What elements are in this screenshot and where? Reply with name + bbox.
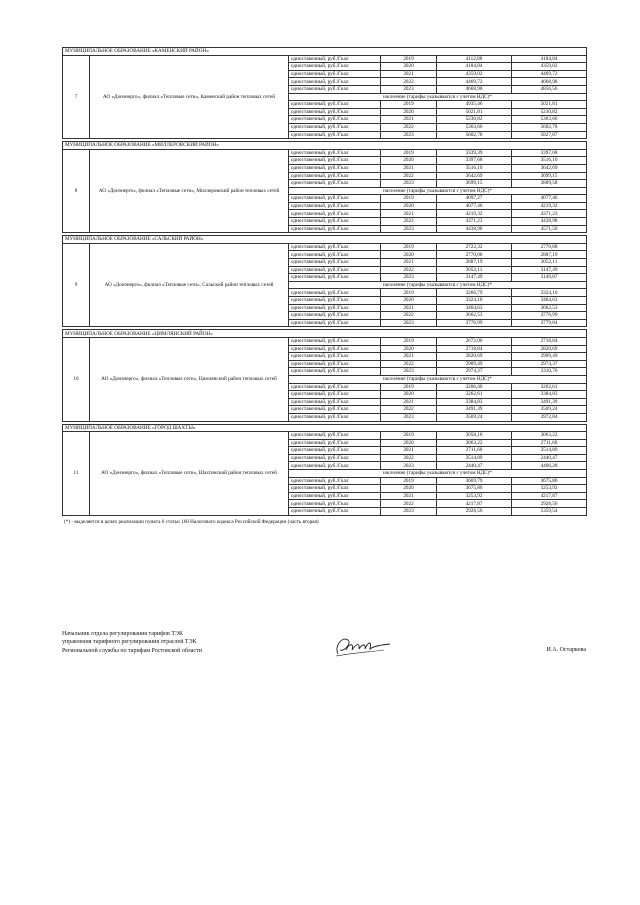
tariff-value-first-half: 4668,98 bbox=[437, 85, 512, 93]
tariff-value-first-half: 4077,46 bbox=[437, 202, 512, 210]
tariff-value-first-half: 4371,23 bbox=[437, 218, 512, 226]
tariff-value-second-half: 2974,37 bbox=[512, 360, 587, 368]
tariff-value-first-half: 3384,83 bbox=[437, 398, 512, 406]
tariff-type: одноставочный, руб./Гкал bbox=[289, 508, 381, 516]
tariff-value-first-half: 2887,19 bbox=[437, 259, 512, 267]
tariff-type: одноставочный, руб./Гкал bbox=[289, 413, 381, 421]
tariff-year: 2022 bbox=[381, 406, 437, 414]
tariff-value-second-half: 2820,69 bbox=[512, 345, 587, 353]
tariff-year: 2022 bbox=[381, 78, 437, 86]
tariff-value-first-half: 3058,16 bbox=[437, 432, 512, 440]
tariff-table-body bbox=[63, 48, 587, 516]
tariff-row bbox=[63, 149, 587, 157]
population-note: население (тарифы указываются с учетом НДС)* bbox=[289, 187, 587, 195]
tariff-value-first-half: 2770,08 bbox=[437, 251, 512, 259]
tariff-year: 2019 bbox=[381, 337, 437, 345]
tariff-type: одноставочный, руб./Гкал bbox=[289, 319, 381, 327]
tariff-year: 2019 bbox=[381, 289, 437, 297]
tariff-type: одноставочный, руб./Гкал bbox=[289, 195, 381, 203]
tariff-year: 2023 bbox=[381, 319, 437, 327]
tariff-value-second-half: 4571,50 bbox=[512, 225, 587, 233]
tariff-row bbox=[63, 432, 587, 440]
signer-position-line-1: Начальник отдела регулирования тарифов ТЭК bbox=[62, 631, 183, 637]
tariff-type: одноставочный, руб./Гкал bbox=[289, 432, 381, 440]
tariff-year: 2022 bbox=[381, 266, 437, 274]
signature-block bbox=[62, 630, 586, 670]
tariff-value-second-half: 5230,82 bbox=[512, 108, 587, 116]
tariff-value-first-half: 2722,32 bbox=[437, 243, 512, 251]
tariff-year: 2020 bbox=[381, 108, 437, 116]
tariff-type: одноставочный, руб./Гкал bbox=[289, 251, 381, 259]
tariff-value-second-half: 5602,78 bbox=[512, 123, 587, 131]
tariff-value-first-half: 3699,15 bbox=[437, 180, 512, 188]
tariff-year: 2022 bbox=[381, 360, 437, 368]
tariff-value-first-half: 2974,37 bbox=[437, 368, 512, 376]
tariff-year: 2022 bbox=[381, 172, 437, 180]
tariff-type: одноставочный, руб./Гкал bbox=[289, 289, 381, 297]
tariff-value-first-half: 3514,89 bbox=[437, 454, 512, 462]
tariff-year: 2020 bbox=[381, 251, 437, 259]
tariff-value-second-half: 2711,60 bbox=[512, 439, 587, 447]
tariff-year: 2019 bbox=[381, 243, 437, 251]
tariff-value-first-half: 3052,11 bbox=[437, 266, 512, 274]
tariff-value-first-half: 5602,78 bbox=[437, 131, 512, 139]
tariff-value-first-half: 4184,84 bbox=[437, 63, 512, 71]
tariff-value-first-half: 2909,49 bbox=[437, 360, 512, 368]
tariff-year: 2023 bbox=[381, 508, 437, 516]
tariff-value-second-half: 4359,02 bbox=[512, 63, 587, 71]
row-number: 10 bbox=[63, 337, 90, 421]
tariff-value-first-half: 5230,82 bbox=[437, 116, 512, 124]
tariff-value-second-half: 4438,98 bbox=[512, 218, 587, 226]
tariff-year: 2023 bbox=[381, 413, 437, 421]
tariff-year: 2023 bbox=[381, 85, 437, 93]
tariff-type: одноставочный, руб./Гкал bbox=[289, 297, 381, 305]
tariff-year: 2020 bbox=[381, 157, 437, 165]
tariff-year: 2021 bbox=[381, 304, 437, 312]
row-number: 11 bbox=[63, 432, 90, 516]
tariff-value-second-half: 3972,84 bbox=[512, 413, 587, 421]
tariff-type: одноставочный, руб./Гкал bbox=[289, 406, 381, 414]
tariff-value-second-half: 3491,39 bbox=[512, 398, 587, 406]
tariff-year: 2020 bbox=[381, 485, 437, 493]
signer-position-line-2: управления тарифного регулирования отраслей ТЭК bbox=[62, 639, 197, 646]
organization-name: АО «Донэнерго», филиал «Тепловые сети», Шахтинский район тепловых сетей bbox=[90, 432, 289, 516]
tariff-type: одноставочный, руб./Гкал bbox=[289, 274, 381, 282]
tariff-type: одноставочный, руб./Гкал bbox=[289, 218, 381, 226]
tariff-value-first-half: 3464,63 bbox=[437, 304, 512, 312]
organization-name: АО «Донэнерго», филиал «Тепловые сети», Каменский район тепловых сетей bbox=[90, 55, 289, 139]
tariff-value-first-half: 3262,61 bbox=[437, 391, 512, 399]
tariff-year: 2021 bbox=[381, 259, 437, 267]
tariff-type: одноставочный, руб./Гкал bbox=[289, 70, 381, 78]
tariff-value-first-half: 5021,81 bbox=[437, 108, 512, 116]
tariff-type: одноставочный, руб./Гкал bbox=[289, 304, 381, 312]
tariff-year: 2021 bbox=[381, 116, 437, 124]
tariff-value-second-half: 5827,87 bbox=[512, 131, 587, 139]
tariff-type: одноставочный, руб./Гкал bbox=[289, 202, 381, 210]
tariff-type: одноставочный, руб./Гкал bbox=[289, 101, 381, 109]
tariff-type: одноставочный, руб./Гкал bbox=[289, 259, 381, 267]
section-title-row bbox=[63, 330, 587, 338]
tariff-value-second-half: 3324,10 bbox=[512, 289, 587, 297]
tariff-value-first-half: 3491,39 bbox=[437, 406, 512, 414]
tariff-year: 2022 bbox=[381, 312, 437, 320]
tariff-year: 2019 bbox=[381, 149, 437, 157]
tariff-value-first-half: 3662,53 bbox=[437, 312, 512, 320]
tariff-value-second-half: 4668,98 bbox=[512, 78, 587, 86]
tariff-type: одноставочный, руб./Гкал bbox=[289, 63, 381, 71]
tariff-type: одноставочный, руб./Гкал bbox=[289, 462, 381, 470]
tariff-value-first-half: 2820,69 bbox=[437, 353, 512, 361]
tariff-value-second-half: 3776,99 bbox=[512, 312, 587, 320]
population-note: население (тарифы указываются с учетом НДС)* bbox=[289, 93, 587, 101]
tariff-type: одноставочный, руб./Гкал bbox=[289, 312, 381, 320]
tariff-year: 2023 bbox=[381, 274, 437, 282]
tariff-year: 2023 bbox=[381, 225, 437, 233]
tariff-value-second-half: 4856,56 bbox=[512, 85, 587, 93]
tariff-year: 2019 bbox=[381, 477, 437, 485]
tariff-value-first-half: 3569,24 bbox=[437, 413, 512, 421]
tariff-type: одноставочный, руб./Гкал bbox=[289, 123, 381, 131]
row-number: 8 bbox=[63, 149, 90, 233]
tariff-value-first-half: 2440,47 bbox=[437, 462, 512, 470]
tariff-value-first-half: 4438,98 bbox=[437, 225, 512, 233]
tariff-value-second-half: 3675,86 bbox=[512, 477, 587, 485]
tariff-year: 2019 bbox=[381, 432, 437, 440]
tariff-value-first-half: 3206,40 bbox=[437, 383, 512, 391]
tariff-value-first-half: 2928,56 bbox=[437, 508, 512, 516]
tariff-value-second-half: 3384,83 bbox=[512, 391, 587, 399]
tariff-value-first-half: 3147,49 bbox=[437, 274, 512, 282]
tariff-value-second-half: 3464,63 bbox=[512, 297, 587, 305]
tariff-value-second-half: 3642,69 bbox=[512, 164, 587, 172]
tariff-value-second-half: 5363,66 bbox=[512, 116, 587, 124]
tariff-type: одноставочный, руб./Гкал bbox=[289, 266, 381, 274]
tariff-type: одноставочный, руб./Гкал bbox=[289, 360, 381, 368]
tariff-value-second-half: 2887,19 bbox=[512, 251, 587, 259]
tariff-table bbox=[62, 47, 587, 516]
tariff-year: 2023 bbox=[381, 368, 437, 376]
tariff-value-second-half: 4219,32 bbox=[512, 202, 587, 210]
municipality-title: МУНИЦИПАЛЬНОЕ ОБРАЗОВАНИЕ «ЦИМЛЯНСКИЙ РАЙОН» bbox=[63, 330, 587, 338]
tariff-type: одноставочный, руб./Гкал bbox=[289, 172, 381, 180]
tariff-value-second-half: 2718,84 bbox=[512, 337, 587, 345]
tariff-value-first-half: 2711,60 bbox=[437, 447, 512, 455]
tariff-type: одноставочный, руб./Гкал bbox=[289, 383, 381, 391]
tariff-value-first-half: 4935,46 bbox=[437, 101, 512, 109]
tariff-value-first-half: 3669,79 bbox=[437, 477, 512, 485]
tariff-type: одноставочный, руб./Гкал bbox=[289, 492, 381, 500]
population-note: население (тарифы указываются с учетом НДС)* bbox=[289, 470, 587, 478]
municipality-title: МУНИЦИПАЛЬНОЕ ОБРАЗОВАНИЕ «МИЛЛЕРОВСКИЙ РАЙОН» bbox=[63, 142, 587, 150]
tariff-year: 2020 bbox=[381, 439, 437, 447]
tariff-type: одноставочный, руб./Гкал bbox=[289, 180, 381, 188]
tariff-value-second-half: 3516,10 bbox=[512, 157, 587, 165]
tariff-value-first-half: 3253,92 bbox=[437, 492, 512, 500]
tariff-value-second-half: 3699,15 bbox=[512, 172, 587, 180]
tariff-value-second-half: 3514,89 bbox=[512, 447, 587, 455]
tariff-year: 2019 bbox=[381, 55, 437, 63]
tariff-value-second-half: 4469,72 bbox=[512, 70, 587, 78]
tariff-year: 2022 bbox=[381, 454, 437, 462]
tariff-row bbox=[63, 337, 587, 345]
tariff-year: 2021 bbox=[381, 164, 437, 172]
tariff-type: одноставочный, руб./Гкал bbox=[289, 55, 381, 63]
tariff-value-second-half: 3063,22 bbox=[512, 432, 587, 440]
signer-position bbox=[62, 630, 202, 655]
tariff-value-second-half: 4371,23 bbox=[512, 210, 587, 218]
tariff-value-second-half: 3662,53 bbox=[512, 304, 587, 312]
tariff-type: одноставочный, руб./Гкал bbox=[289, 500, 381, 508]
tariff-value-second-half: 3809,58 bbox=[512, 180, 587, 188]
tariff-type: одноставочный, руб./Гкал bbox=[289, 485, 381, 493]
tariff-value-second-half: 2928,56 bbox=[512, 500, 587, 508]
tariff-year: 2020 bbox=[381, 63, 437, 71]
tariff-type: одноставочный, руб./Гкал bbox=[289, 157, 381, 165]
tariff-year: 2021 bbox=[381, 70, 437, 78]
tariff-value-first-half: 5363,66 bbox=[437, 123, 512, 131]
tariff-year: 2023 bbox=[381, 180, 437, 188]
tariff-year: 2021 bbox=[381, 210, 437, 218]
tariff-value-first-half: 4219,32 bbox=[437, 210, 512, 218]
tariff-type: одноставочный, руб./Гкал bbox=[289, 108, 381, 116]
tariff-row bbox=[63, 243, 587, 251]
section-title-row bbox=[63, 142, 587, 150]
tariff-value-first-half: 3324,10 bbox=[437, 297, 512, 305]
population-note: население (тарифы указываются с учетом НДС)* bbox=[289, 375, 587, 383]
organization-name: АО «Донэнерго», филиал «Тепловые сети», Цимлянский район тепловых сетей bbox=[90, 337, 289, 421]
tariff-year: 2019 bbox=[381, 383, 437, 391]
organization-name: АО «Донэнерго», филиал «Тепловые сети», Миллеровский район тепловых сетей bbox=[90, 149, 289, 233]
tariff-value-second-half: 5021,81 bbox=[512, 101, 587, 109]
tariff-value-second-half: 4466,28 bbox=[512, 462, 587, 470]
tariff-value-first-half: 3776,99 bbox=[437, 319, 512, 327]
population-note: население (тарифы указываются с учетом НДС)* bbox=[289, 281, 587, 289]
section-title-row bbox=[63, 48, 587, 56]
tariff-type: одноставочный, руб./Гкал bbox=[289, 447, 381, 455]
municipality-title: МУНИЦИПАЛЬНОЕ ОБРАЗОВАНИЕ «САЛЬСКИЙ РАЙОН» bbox=[63, 236, 587, 244]
handwritten-signature bbox=[332, 632, 392, 662]
tariff-year: 2021 bbox=[381, 492, 437, 500]
tariff-type: одноставочный, руб./Гкал bbox=[289, 78, 381, 86]
tariff-year: 2020 bbox=[381, 297, 437, 305]
tariff-value-second-half: 2770,08 bbox=[512, 243, 587, 251]
tariff-year: 2021 bbox=[381, 447, 437, 455]
signer-position-line-3: Региональной службы по тарифам Ростовской области bbox=[62, 647, 202, 654]
tariff-value-second-half: 3779,84 bbox=[512, 319, 587, 327]
row-number: 9 bbox=[63, 243, 90, 327]
tariff-value-first-half: 4359,02 bbox=[437, 70, 512, 78]
section-title-row bbox=[63, 424, 587, 432]
tariff-type: одноставочный, руб./Гкал bbox=[289, 353, 381, 361]
tariff-value-first-half: 4469,72 bbox=[437, 78, 512, 86]
tariff-value-second-half: 2909,49 bbox=[512, 353, 587, 361]
tariff-type: одноставочный, руб./Гкал bbox=[289, 210, 381, 218]
tariff-type: одноставочный, руб./Гкал bbox=[289, 368, 381, 376]
tariff-value-first-half: 2718,84 bbox=[437, 345, 512, 353]
tariff-type: одноставочный, руб./Гкал bbox=[289, 85, 381, 93]
tariff-year: 2022 bbox=[381, 500, 437, 508]
tariff-year: 2023 bbox=[381, 131, 437, 139]
footnote: (*) - выделяется в целях реализации пункта 6 статьи 168 Налогового кодекса Российской Федерации (часть вторая) bbox=[64, 518, 319, 525]
tariff-value-second-half: 4217,87 bbox=[512, 492, 587, 500]
tariff-value-second-half: 2440,47 bbox=[512, 454, 587, 462]
tariff-value-second-half: 3310,70 bbox=[512, 368, 587, 376]
tariff-value-first-half: 3266,79 bbox=[437, 289, 512, 297]
row-number: 7 bbox=[63, 55, 90, 139]
tariff-value-second-half: 4184,84 bbox=[512, 55, 587, 63]
tariff-value-second-half: 3569,24 bbox=[512, 406, 587, 414]
tariff-year: 2022 bbox=[381, 123, 437, 131]
tariff-value-second-half: 3397,68 bbox=[512, 149, 587, 157]
tariff-type: одноставочный, руб./Гкал bbox=[289, 131, 381, 139]
tariff-value-second-half: 3253,92 bbox=[512, 485, 587, 493]
tariff-document bbox=[62, 47, 586, 525]
tariff-year: 2021 bbox=[381, 398, 437, 406]
tariff-type: одноставочный, руб./Гкал bbox=[289, 149, 381, 157]
tariff-year: 2019 bbox=[381, 195, 437, 203]
tariff-value-first-half: 2672,00 bbox=[437, 337, 512, 345]
tariff-year: 2019 bbox=[381, 101, 437, 109]
tariff-value-second-half: 3052,11 bbox=[512, 259, 587, 267]
tariff-value-first-half: 3516,10 bbox=[437, 164, 512, 172]
tariff-type: одноставочный, руб./Гкал bbox=[289, 454, 381, 462]
tariff-row bbox=[63, 55, 587, 63]
tariff-year: 2021 bbox=[381, 353, 437, 361]
tariff-type: одноставочный, руб./Гкал bbox=[289, 243, 381, 251]
tariff-value-first-half: 3397,68 bbox=[437, 157, 512, 165]
organization-name: АО «Донэнерго», филиал «Тепловые сети», Сальский район тепловых сетей bbox=[90, 243, 289, 327]
tariff-year: 2022 bbox=[381, 218, 437, 226]
tariff-year: 2023 bbox=[381, 462, 437, 470]
tariff-type: одноставочный, руб./Гкал bbox=[289, 337, 381, 345]
municipality-title: МУНИЦИПАЛЬНОЕ ОБРАЗОВАНИЕ «ГОРОД ШАХТЫ» bbox=[63, 424, 587, 432]
section-title-row bbox=[63, 236, 587, 244]
tariff-type: одноставочный, руб./Гкал bbox=[289, 391, 381, 399]
tariff-value-first-half: 4217,87 bbox=[437, 500, 512, 508]
tariff-value-second-half: 4077,46 bbox=[512, 195, 587, 203]
tariff-value-second-half: 5359,54 bbox=[512, 508, 587, 516]
tariff-value-first-half: 4097,27 bbox=[437, 195, 512, 203]
tariff-value-second-half: 3147,49 bbox=[512, 266, 587, 274]
tariff-value-first-half: 3642,69 bbox=[437, 172, 512, 180]
tariff-type: одноставочный, руб./Гкал bbox=[289, 116, 381, 124]
tariff-value-first-half: 3339,39 bbox=[437, 149, 512, 157]
tariff-value-first-half: 4112,88 bbox=[437, 55, 512, 63]
signer-name: И.А. Остаркова bbox=[546, 647, 586, 653]
tariff-value-second-half: 3262,61 bbox=[512, 383, 587, 391]
tariff-type: одноставочный, руб./Гкал bbox=[289, 398, 381, 406]
tariff-type: одноставочный, руб./Гкал bbox=[289, 345, 381, 353]
tariff-value-second-half: 3149,87 bbox=[512, 274, 587, 282]
tariff-type: одноставочный, руб./Гкал bbox=[289, 477, 381, 485]
tariff-value-first-half: 3675,86 bbox=[437, 485, 512, 493]
tariff-type: одноставочный, руб./Гкал bbox=[289, 439, 381, 447]
tariff-year: 2020 bbox=[381, 345, 437, 353]
tariff-year: 2020 bbox=[381, 202, 437, 210]
municipality-title: МУНИЦИПАЛЬНОЕ ОБРАЗОВАНИЕ «КАМЕНСКИЙ РАЙОН» bbox=[63, 48, 587, 56]
tariff-type: одноставочный, руб./Гкал bbox=[289, 225, 381, 233]
tariff-year: 2020 bbox=[381, 391, 437, 399]
tariff-value-first-half: 3063,22 bbox=[437, 439, 512, 447]
tariff-type: одноставочный, руб./Гкал bbox=[289, 164, 381, 172]
